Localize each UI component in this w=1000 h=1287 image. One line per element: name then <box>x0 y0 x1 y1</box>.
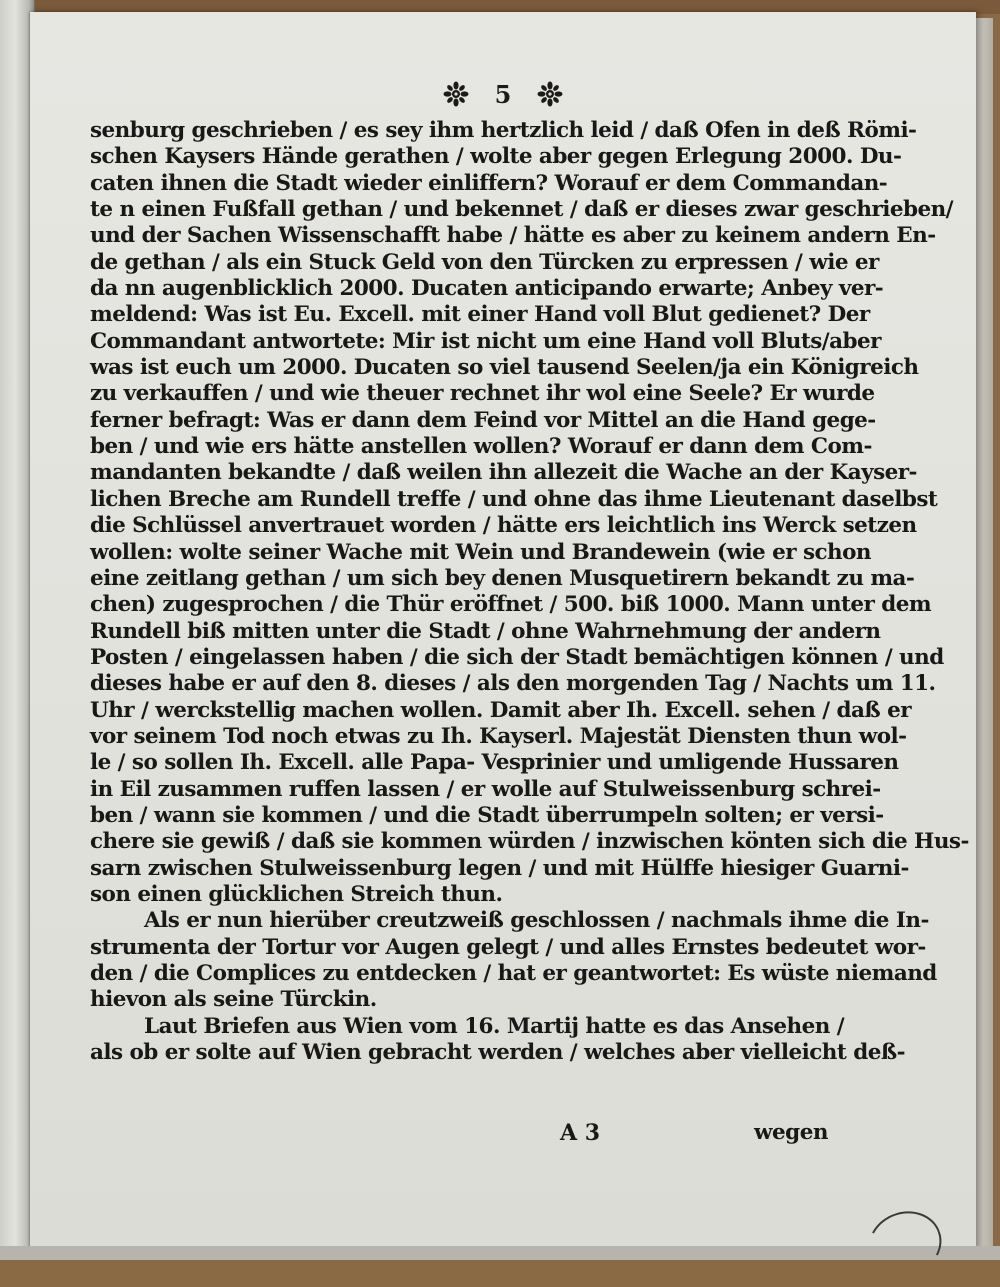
page-header <box>30 76 976 112</box>
text-line: sarn zwischen Stulweissenburg legen / und mit Hülffe hiesiger Guarni- <box>90 855 909 881</box>
rosette-ornament-icon <box>443 81 469 107</box>
text-line: mandanten bekandte / daß weilen ihn allezeit die Wache an der Kayser- <box>90 460 917 486</box>
rosette-ornament-icon <box>537 81 563 107</box>
page-footer <box>90 1120 828 1148</box>
text-line: was ist euch um 2000. Ducaten so viel tausend Seelen/ja ein Königreich <box>90 355 919 381</box>
text-line: Laut Briefen aus Wien vom 16. Martij hatte es das Ansehen / <box>144 1013 845 1039</box>
text-line: Rundell biß mitten unter die Stadt / ohne Wahrnehmung der andern <box>90 618 881 644</box>
text-line: senburg geschrieben / es sey ihm hertzlich leid / daß Ofen in deß Römi- <box>90 118 917 143</box>
text-line: son einen glücklichen Streich thun. <box>90 881 503 907</box>
text-line: Posten / eingelassen haben / die sich der Stadt bemächtigen können / und <box>90 644 944 670</box>
text-line: lichen Breche am Rundell treffe / und ohne das ihme Lieutenant daselbst <box>90 486 938 512</box>
text-line: den / die Complices zu entdecken / hat er geantwortet: Es wüste niemand <box>90 961 937 986</box>
book-page <box>30 12 976 1250</box>
scanner-bed <box>0 1246 1000 1260</box>
text-line: die Schlüssel anvertrauet worden / hätte ers leichtlich ins Werck setzen <box>90 513 917 539</box>
text-line: strumenta der Tortur vor Augen gelegt / und alles Ernstes bedeutet wor- <box>90 934 926 960</box>
text-line: schen Kaysers Hände gerathen / wolte aber gegen Erlegung 2000. Du- <box>90 144 902 170</box>
page-number: 5 <box>494 79 512 109</box>
text-line: zu verkauffen / und wie theuer rechnet ihr wol eine Seele? Er wurde <box>90 381 875 407</box>
text-line: te n einen Fußfall gethan / und bekennet / daß er dieses zwar geschrieben/ <box>90 197 953 223</box>
text-line: Commandant antwortete: Mir ist nicht um eine Hand voll Bluts/aber <box>90 328 881 354</box>
text-line: meldend: Was ist Eu. Excell. mit einer Hand voll Blut gedienet? Der <box>90 302 870 328</box>
text-line: vor seinem Tod noch etwas zu Ih. Kayserl. Majestät Diensten thun wol- <box>90 723 907 749</box>
text-line: und der Sachen Wissenschafft habe / hätte es aber zu keinem andern En- <box>90 223 936 249</box>
text-line: hievon als seine Türckin. <box>90 987 377 1013</box>
signature-mark: A 3 <box>560 1120 601 1146</box>
text-line: wollen: wolte seiner Wache mit Wein und Brandewein (wie er schon <box>90 539 872 565</box>
text-line: chen) zugesprochen / die Thür eröffnet / 500. biß 1000. Mann unter dem <box>90 592 932 618</box>
text-line: chere sie gewiß / daß sie kommen würden / inzwischen könten sich die Hus- <box>90 829 969 855</box>
text-line: da nn augenblicklich 2000. Ducaten anticipando erwarte; Anbey ver- <box>90 276 884 302</box>
text-line: caten ihnen die Stadt wieder einliffern? Worauf er dem Commandan- <box>90 170 888 196</box>
text-line: als ob er solte auf Wien gebracht werden / welches aber vielleicht deß- <box>90 1040 905 1066</box>
text-line: eine zeitlang gethan / um sich bey denen Musquetirern bekandt zu ma- <box>90 565 915 591</box>
text-line: in Eil zusammen ruffen lassen / er wolle auf Stulweissenburg schrei- <box>90 776 881 802</box>
body-text <box>90 118 969 1066</box>
catchword: wegen <box>753 1120 828 1145</box>
text-line: de gethan / als ein Stuck Geld von den Türcken zu erpressen / wie er <box>90 249 879 275</box>
text-line: le / so sollen Ih. Excell. alle Papa- Vesprinier und umligende Hussaren <box>90 750 899 776</box>
text-line: Uhr / werckstellig machen wollen. Damit aber Ih. Excell. sehen / daß er <box>90 697 912 723</box>
text-line: ferner befragt: Was er dann dem Feind vor Mittel an die Hand gege- <box>90 407 876 433</box>
text-line: ben / wann sie kommen / und die Stadt überrumpeln solten; er versi- <box>90 802 884 828</box>
text-line: ben / und wie ers hätte anstellen wollen? Worauf er dann dem Com- <box>90 434 872 460</box>
text-line: Als er nun hierüber creutzweiß geschlossen / nachmals ihme die In- <box>144 908 929 934</box>
text-line: dieses habe er auf den 8. dieses / als den morgenden Tag / Nachts um 11. <box>90 671 936 697</box>
